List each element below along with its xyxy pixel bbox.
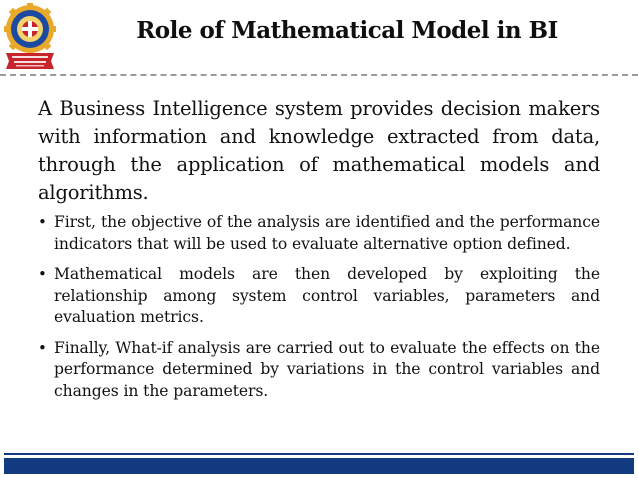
bullet-dot: • — [38, 265, 47, 283]
bullet-dot: • — [38, 338, 47, 357]
bullet-text: Finally, What-if analysis are carried out to evaluate the effects on the performance determined by variations in the control variables and changes in the parameters. — [54, 338, 600, 400]
list-item — [38, 338, 600, 403]
bullet-list — [38, 212, 600, 411]
bullet-dot: • — [38, 213, 47, 231]
page-title: Role of Mathematical Model in BI — [136, 17, 558, 44]
bullet-text: Mathematical models are then developed by exploiting the relationship among system control variables, parameters and evaluation metrics. — [54, 265, 600, 326]
title-divider — [0, 74, 638, 76]
footer-bar — [4, 458, 634, 474]
bullet-text: First, the objective of the analysis are identified and the performance indicators that will be used to evaluate alternative option defined. — [54, 213, 600, 253]
intro-paragraph: A Business Intelligence system provides decision makers with information and knowledge extracted from data, through the application of mathematical models and algorithms. — [38, 97, 600, 204]
footer-rule — [4, 453, 634, 455]
institution-emblem-icon — [2, 3, 58, 71]
list-item — [38, 264, 600, 329]
list-item — [38, 212, 600, 255]
